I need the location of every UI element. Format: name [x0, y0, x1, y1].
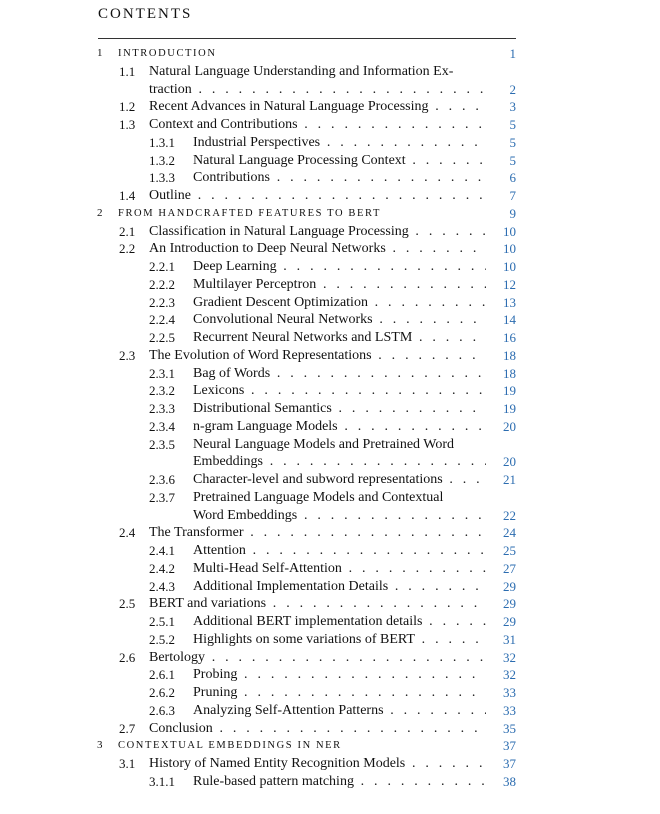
toc-entry-page[interactable]: 6 [509, 170, 516, 186]
toc-entry-title[interactable]: Character-level and subword representations [193, 472, 443, 487]
toc-entry-number: 2.2.2 [149, 276, 175, 292]
toc-entry[interactable] [96, 720, 516, 738]
toc-entry-number: 2.6.2 [149, 685, 175, 700]
dot-leader [270, 366, 486, 381]
contents-heading: CONTENTS [98, 6, 193, 22]
dot-leader [237, 667, 486, 682]
toc-entry-page[interactable]: 16 [503, 330, 516, 345]
toc-entry-number: 2.7 [119, 720, 136, 736]
toc-entry-title[interactable]: Multi-Head Self-Attention [193, 560, 342, 576]
toc-entry-page[interactable]: 31 [503, 631, 516, 647]
toc-entry-page[interactable]: 13 [503, 294, 516, 310]
toc-entry[interactable] [96, 436, 516, 454]
dot-leader [409, 224, 486, 239]
toc-entry-number: 1.2 [119, 99, 136, 115]
toc-entry-page[interactable]: 32 [503, 649, 516, 665]
toc-entry-number: 2 [97, 206, 103, 219]
toc-entry-page[interactable]: 25 [503, 543, 516, 558]
toc-entry[interactable] [96, 294, 516, 312]
toc-entry-number: 2.3.4 [149, 418, 175, 434]
dot-leader [244, 525, 487, 540]
toc-entry-page[interactable]: 1 [509, 46, 516, 61]
toc-entry-title[interactable]: FROM HANDCRAFTED FEATURES TO BERT [118, 207, 381, 219]
dot-leader [388, 579, 486, 594]
toc-entry[interactable] [96, 489, 516, 507]
toc-entry[interactable] [96, 365, 516, 383]
toc-entry[interactable] [96, 542, 516, 560]
toc-entry-page[interactable]: 10 [503, 241, 516, 257]
toc-entry-title[interactable]: Bag of Words [193, 365, 271, 381]
toc-entry-page[interactable]: 22 [503, 507, 516, 523]
dot-leader [298, 117, 486, 132]
toc-entry-page[interactable]: 10 [503, 223, 516, 239]
toc-entry-title[interactable]: Rule-based pattern matching [193, 773, 354, 789]
toc-entry-title[interactable]: Pruning [193, 685, 238, 700]
dot-leader [338, 419, 486, 434]
dot-leader [192, 82, 486, 97]
toc-entry[interactable] [96, 418, 516, 436]
dot-leader [246, 543, 486, 558]
toc-entry-page[interactable]: 35 [503, 720, 516, 736]
toc-entry-title[interactable]: Neural Language Models and Pretrained Word [193, 436, 455, 452]
toc-entry[interactable] [96, 134, 516, 152]
toc-entry-title[interactable]: Additional BERT implementation details [193, 614, 423, 629]
dot-leader [332, 401, 486, 416]
toc-entry[interactable] [96, 507, 516, 525]
toc-entry-page[interactable]: 10 [503, 259, 516, 274]
toc-entry[interactable] [96, 116, 516, 134]
toc-entry[interactable] [96, 666, 516, 684]
toc-entry-page[interactable]: 37 [503, 738, 516, 754]
toc-entry-title[interactable]: Convolutional Neural Networks [193, 312, 373, 328]
dot-leader [277, 259, 486, 274]
toc-entry-number: 2.6 [119, 649, 136, 665]
toc-entry[interactable] [96, 81, 516, 99]
toc-entry-title[interactable]: Natural Language Processing Context [193, 152, 406, 168]
toc-entry-page[interactable]: 21 [503, 472, 516, 487]
toc-entry[interactable] [96, 773, 516, 791]
toc-entry-number: 2.3.5 [149, 436, 175, 452]
dot-leader [244, 383, 486, 398]
dot-leader [415, 632, 486, 647]
toc-entry-page[interactable]: 29 [503, 596, 516, 612]
toc-entry-title[interactable]: Highlights on some variations of BERT [193, 631, 415, 647]
dot-leader [443, 472, 486, 487]
toc-entry[interactable] [96, 205, 516, 223]
toc-entry-title[interactable]: Pretrained Language Models and Contextual [193, 489, 444, 505]
toc-entry-page[interactable]: 29 [503, 578, 516, 594]
toc-entry-title[interactable]: Deep Learning [193, 259, 277, 274]
toc-entry[interactable] [96, 98, 516, 116]
dot-leader [263, 454, 486, 469]
dot-leader [412, 330, 486, 345]
toc-entry-title[interactable]: Outline [149, 188, 191, 203]
dot-leader [266, 596, 486, 611]
toc-entry-number: 2.3.2 [149, 383, 175, 399]
toc-entry-number: 2.2.3 [149, 294, 175, 310]
toc-entry-page[interactable]: 27 [503, 560, 516, 576]
toc-entry[interactable] [96, 631, 516, 649]
toc-entry-title[interactable]: BERT and variations [149, 596, 267, 612]
toc-entry[interactable] [96, 45, 516, 63]
toc-entry-title[interactable]: The Evolution of Word Representations [149, 347, 372, 363]
toc-entry-page[interactable]: 29 [503, 614, 516, 629]
toc-entry-page[interactable]: 33 [503, 685, 516, 700]
toc-entry-number: 1.4 [119, 188, 136, 203]
dot-leader [270, 170, 486, 185]
toc-entry-page[interactable]: 19 [503, 383, 516, 399]
toc-entry-number: 1.3.2 [149, 152, 175, 168]
toc-entry-number: 2.3.1 [149, 365, 175, 381]
toc-entry[interactable] [96, 258, 516, 276]
toc-entry-number: 1.1 [119, 63, 136, 79]
toc-entry-title[interactable]: Recurrent Neural Networks and LSTM [193, 330, 413, 345]
toc-entry-number: 1.3.3 [149, 170, 175, 186]
toc-entry[interactable] [96, 187, 516, 205]
toc-entry-number: 2.6.1 [149, 667, 175, 683]
toc-entry[interactable] [96, 684, 516, 702]
toc-entry-title[interactable]: Conclusion [149, 720, 213, 736]
toc-entry-title[interactable]: Distributional Semantics [193, 401, 332, 416]
toc-entry-page[interactable]: 18 [503, 365, 516, 381]
toc-entry[interactable] [96, 382, 516, 400]
toc-entry-page[interactable]: 19 [503, 401, 516, 416]
toc-entry-number: 2.5.1 [149, 614, 175, 629]
dot-leader [373, 312, 486, 327]
toc-entry-page[interactable]: 20 [503, 454, 516, 470]
toc-entry-page[interactable]: 20 [503, 418, 516, 434]
toc-entry-page[interactable]: 32 [503, 667, 516, 683]
toc-entry-page[interactable]: 12 [503, 276, 516, 292]
toc-entry[interactable] [96, 223, 516, 241]
toc-entry-title[interactable]: n-gram Language Models [193, 418, 338, 434]
dot-leader [191, 188, 486, 203]
dot-leader [386, 241, 486, 256]
toc-entry-page[interactable]: 9 [509, 205, 516, 221]
toc-entry-number: 3.1 [119, 756, 136, 771]
toc-entry-page[interactable]: 18 [503, 347, 516, 363]
dot-leader [320, 135, 486, 150]
toc-entry-number: 2.4.3 [149, 578, 175, 594]
dot-leader [368, 295, 486, 310]
toc-entry[interactable] [96, 453, 516, 471]
toc-entry-title[interactable]: Analyzing Self-Attention Patterns [193, 702, 384, 718]
toc-entry[interactable] [96, 649, 516, 667]
toc-entry[interactable] [96, 152, 516, 170]
toc-entry-title[interactable]: Recent Advances in Natural Language Processing [149, 99, 429, 115]
toc-entry-title[interactable]: Context and Contributions [149, 117, 298, 132]
toc-entry-title[interactable]: Word Embeddings [193, 507, 298, 523]
toc-entry[interactable] [96, 240, 516, 258]
toc-entry-number: 2.3.7 [149, 489, 175, 505]
toc-entry-number: 2.5.2 [149, 631, 175, 647]
toc-entry-title[interactable]: Bertology [149, 649, 205, 665]
toc-entry[interactable] [96, 595, 516, 613]
toc-entry[interactable] [96, 737, 516, 755]
toc-entry-number: 2.4 [119, 525, 136, 541]
toc-entry[interactable] [96, 329, 516, 347]
toc-entry[interactable] [96, 276, 516, 294]
toc-entry-page[interactable]: 14 [503, 312, 516, 328]
toc-entry-title[interactable]: Multilayer Perceptron [193, 276, 317, 292]
dot-leader [354, 774, 486, 789]
toc-entry-number: 3.1.1 [149, 773, 175, 789]
toc-entry-number: 2.3.6 [149, 472, 175, 487]
toc-entry[interactable] [96, 578, 516, 596]
toc-entry-title[interactable]: The Transformer [149, 525, 244, 541]
toc-entry-title[interactable]: History of Named Entity Recognition Models [149, 756, 406, 771]
toc-entry-page[interactable]: 5 [509, 152, 516, 168]
toc-entry-page[interactable]: 24 [503, 525, 516, 541]
toc-entry-number: 1.3.1 [149, 134, 175, 150]
heading-rule [98, 38, 516, 39]
toc-entry-title[interactable]: Embeddings [193, 454, 263, 470]
dot-leader [237, 685, 486, 700]
toc-entry-title[interactable]: Attention [193, 543, 246, 558]
toc-entry-number: 1 [97, 47, 103, 59]
dot-leader [342, 561, 486, 576]
toc-entry-title[interactable]: An Introduction to Deep Neural Networks [149, 241, 386, 257]
toc-entry-page[interactable]: 37 [503, 756, 516, 771]
toc-entry-number: 2.4.1 [149, 543, 175, 558]
toc-entry[interactable] [96, 613, 516, 631]
toc-entry-page[interactable]: 3 [509, 99, 516, 115]
toc-entry-title[interactable]: Additional Implementation Details [193, 578, 389, 594]
toc-entry[interactable] [96, 400, 516, 418]
toc-entry-number: 2.4.2 [149, 560, 175, 576]
toc-entry-number: 1.3 [119, 117, 136, 132]
dot-leader [213, 721, 486, 736]
toc-entry-page[interactable]: 33 [503, 702, 516, 718]
toc-entry-number: 3 [97, 739, 103, 752]
toc-entry-title[interactable]: Gradient Descent Optimization [193, 294, 368, 310]
toc-entry-page[interactable]: 5 [509, 134, 516, 150]
dot-leader [406, 153, 486, 168]
toc-entry-number: 2.5 [119, 596, 136, 612]
toc-entry-number: 2.2.1 [149, 259, 175, 274]
toc-entry-title[interactable]: CONTEXTUAL EMBEDDINGS IN NER [118, 740, 342, 752]
toc-entry-page[interactable]: 38 [503, 773, 516, 789]
toc-entry-number: 2.2.4 [149, 312, 175, 328]
dot-leader [372, 348, 486, 363]
toc-entry[interactable] [96, 560, 516, 578]
dot-leader [405, 756, 486, 771]
toc-entry-number: 2.3 [119, 347, 136, 363]
toc-entry-page[interactable]: 7 [509, 188, 516, 203]
toc-entry-number: 2.6.3 [149, 702, 175, 718]
toc-entry-page[interactable]: 5 [509, 117, 516, 132]
toc-entry-number: 2.2 [119, 241, 136, 257]
toc-entry[interactable] [96, 347, 516, 365]
toc-entry-title[interactable]: INTRODUCTION [118, 48, 217, 59]
table-of-contents [96, 45, 516, 791]
toc-entry-title[interactable]: Industrial Perspectives [193, 134, 321, 150]
dot-leader [205, 650, 486, 665]
toc-entry-number: 2.2.5 [149, 330, 175, 345]
toc-entry-number: 2.1 [119, 223, 136, 239]
toc-entry-title[interactable]: Lexicons [193, 383, 245, 399]
dot-leader [429, 99, 486, 114]
toc-entry-title[interactable]: Contributions [193, 170, 271, 186]
toc-entry[interactable] [96, 169, 516, 187]
dot-leader [316, 277, 486, 292]
toc-entry[interactable] [96, 63, 516, 81]
toc-entry-page[interactable]: 2 [509, 81, 516, 97]
toc-entry-title[interactable]: Natural Language Understanding and Information Ex- [149, 63, 454, 79]
toc-entry-title[interactable]: Classification in Natural Language Processing [149, 223, 409, 239]
dot-leader [422, 614, 486, 629]
toc-entry[interactable] [96, 702, 516, 720]
dot-leader [297, 508, 486, 523]
toc-entry-title[interactable]: Probing [193, 667, 238, 683]
toc-entry-title[interactable]: traction [149, 81, 192, 97]
dot-leader [384, 703, 486, 718]
toc-entry-number: 2.3.3 [149, 401, 175, 416]
toc-entry[interactable] [96, 471, 516, 489]
toc-entry[interactable] [96, 755, 516, 773]
toc-entry[interactable] [96, 524, 516, 542]
toc-entry[interactable] [96, 311, 516, 329]
